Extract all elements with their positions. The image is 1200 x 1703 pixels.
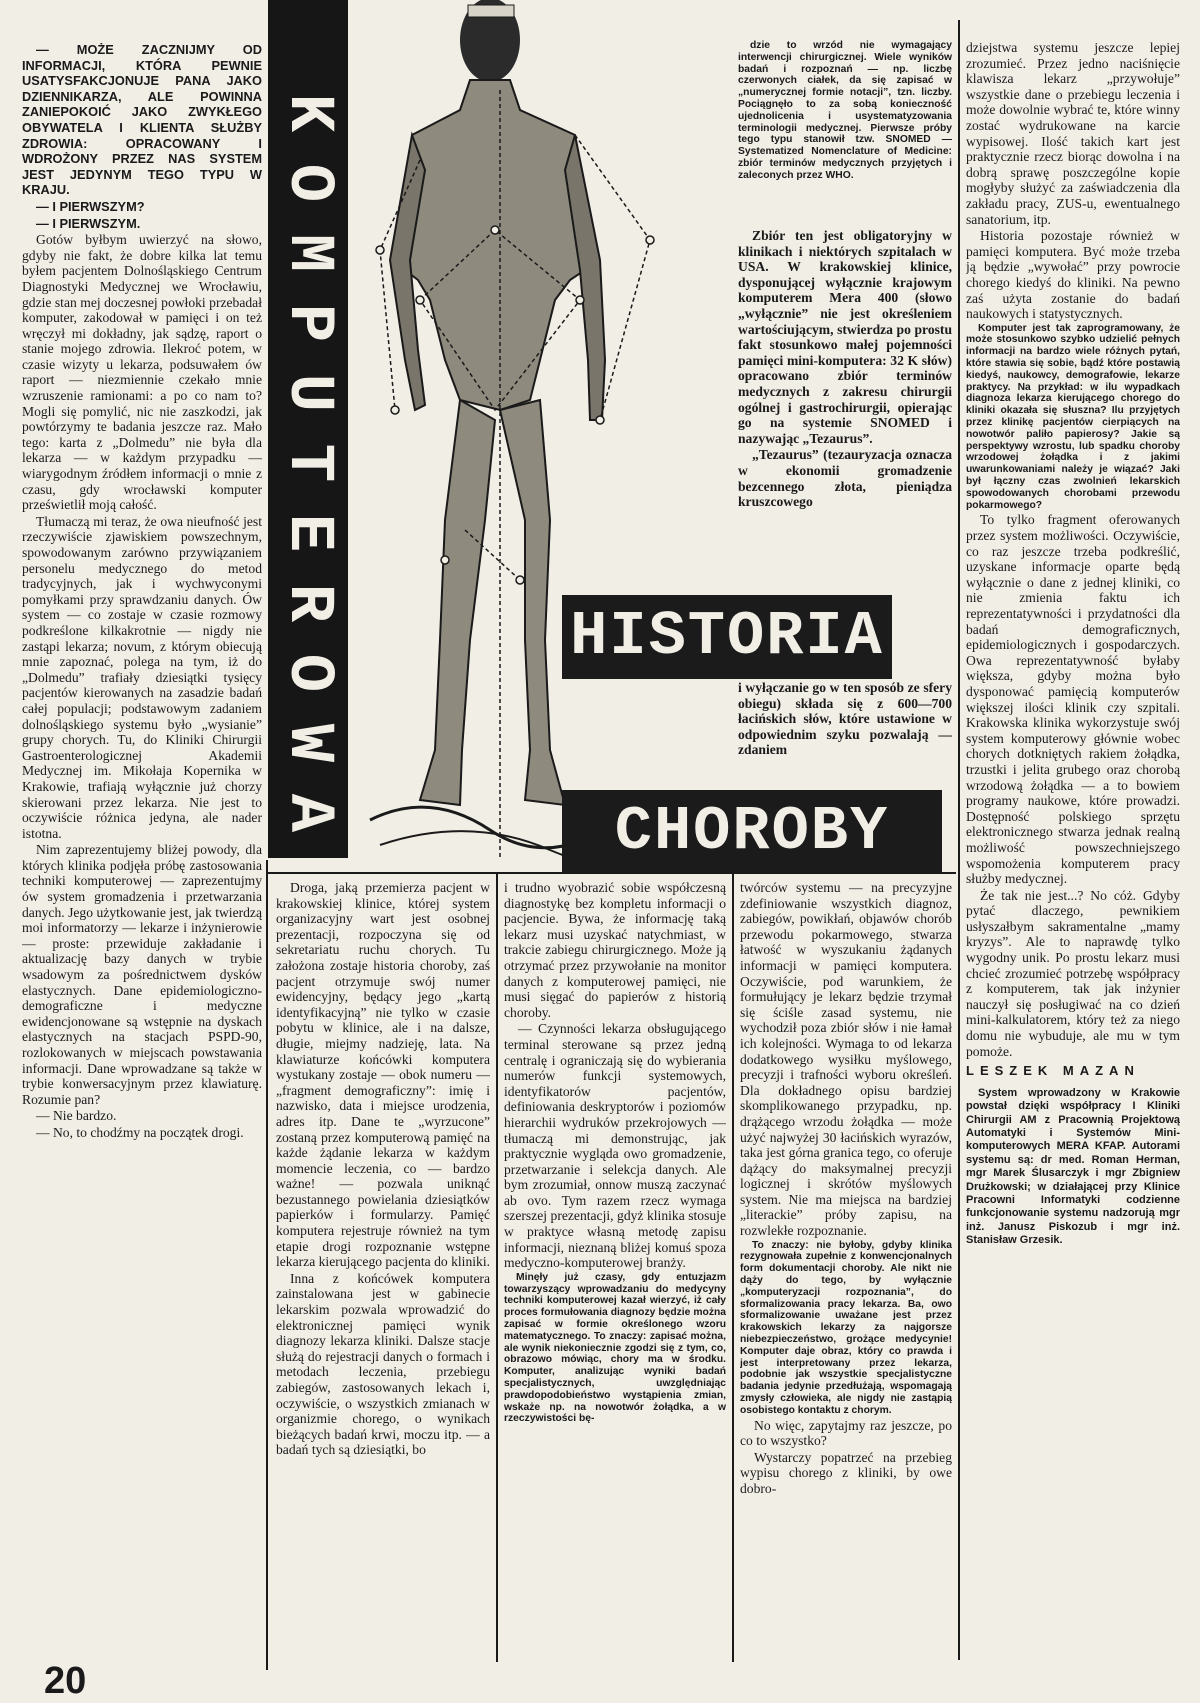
paragraph: Droga, jaką przemierza pacjent w krakowskiej klinice, której system organizacyjny wart jest osobnej prezentacji, rozpoczyna się od sekretariatu ruchu chorych. Tu założona zostaje historia choroby, zaś pacjent otrzymuje swój numer ewidencyjny, będący jego „kartą identyfikacyjną” nie tylko w czasie pobytu w klinice, ale i na dalsze, długie, miejmy nadzieję, lata. Na klawiaturze końcówki komputera wystukany zostaje — obok numeru — „fragment demograficzny”: imię i nazwisko, data i miejsce urodzenia, adres itp. Dane te „wyrzucone” zostaną przez komputerową pamięć na każde żądanie lekarza w każdym momencie leczenia, co — bardzo ważne! — pozwala uniknąć bezustannego powielania dziesiątków papierków i formularzy. Pamięć komputera rejestruje również na tym etapie drogi rozpoznanie wstępne lekarza kierującego pacjenta do kliniki. bbox=[276, 880, 490, 1270]
paragraph: i wyłączanie go w ten sposób ze sfery obiegu) składa się z 600—700 łacińskich słów, które ustawione w odpowiednim szyku pozwalają — zdaniem bbox=[738, 680, 952, 758]
vertical-title-letter: E bbox=[272, 513, 344, 553]
vertical-title-letter: O bbox=[272, 653, 344, 693]
column-divider bbox=[958, 20, 960, 1660]
column-1 bbox=[22, 42, 262, 1652]
vertical-title-letter: R bbox=[272, 583, 344, 623]
dialogue-line: — I PIERWSZYM. bbox=[36, 215, 141, 231]
vertical-title-letter: U bbox=[272, 373, 344, 413]
paragraph: No więc, zapytajmy raz jeszcze, po co to wszystko? bbox=[740, 1417, 952, 1449]
column-divider bbox=[496, 872, 498, 1662]
paragraph: — Czynności lekarza obsługującego terminal sterowane są przez jedną centralę i ograniczają się do wybierania numerów funkcji systemowych, identyfikatorów pacjentów, definiowania deskryptorów i poziomów hierarchii wydruków przekrojowych — tłumaczą mi demonstrując, jak praktycznie wygląda owo gromadzenie, przetwarzanie i selekcja danych. Ale bym zrozumiał, onnow muszą zaczynać ab ovo. Tym razem rzecz wymaga szerszej prezentacji, gdyż klinika stosuje w praktyce własną metodę zapisu informacji, nieznaną bliżej komuś spoza medyczno-komputerowej branży. bbox=[504, 1021, 726, 1271]
vertical-title-letter: A bbox=[272, 793, 344, 833]
anatomical-figure-illustration bbox=[350, 0, 740, 860]
column-4-lower bbox=[740, 880, 952, 1660]
paragraph: Historia pozostaje również w pamięci komputera. Być może trzeba ją będzie „wywołać” przy powrocie chorego kiedyś do kliniki. Na pewno zaś użyta zostanie do badań naukowych i statystycznych. bbox=[966, 228, 1180, 322]
paragraph: dziejstwa systemu jeszcze lepiej zrozumieć. Przez jedno naciśnięcie klawisza lekarz „przywołuje” wszystkie dane o przebiegu leczenia i może dowolnie wybrać te, które winny zostać wydrukowane na karcie wypisowej. Ilość takich kart jest praktycznie rzecz biorąc dowolna i na dobrą sprawę poszczególne kopie mogłyby służyć za zaświadczenia dla zakładu pracy, ZUS-u, ewentualnego sanatorium, itp. bbox=[966, 40, 1180, 227]
title-word-historia: HISTORIA bbox=[562, 595, 892, 679]
column-2 bbox=[276, 880, 490, 1660]
column-4-top-small bbox=[738, 40, 952, 225]
paragraph: Wystarczy popatrzeć na przebieg wypisu chorego z kliniki, by owe dobro- bbox=[740, 1449, 952, 1496]
paragraph: Nim zaprezentujemy bliżej powody, dla których klinika podjęła próbę zastosowania techniki komputerowej — zaprezentujmy ów system gromadzenia i przetwarzania danych. Jego użytkowanie jest, jak twierdzą moi informatorzy — lekarze i inżynierowie — proste: przewiduje zakładanie i aktualizację bazy danych w trybie wsadowym za pośrednictwem dysków elastycznych. Dane epidemiologiczno-demograficzne i medyczne ewidencjonowane są wstępnie na dyskach elastycznych na stacjach PSPD-90, rozlokowanych w miejscach powstawania informacji. Dane wprowadzane są także w trybie konwersacyjnym przez klawiaturę. Rozumie pan? bbox=[22, 842, 262, 1107]
vertical-title-letter: P bbox=[272, 303, 344, 343]
page-number: 20 bbox=[44, 1660, 87, 1702]
paragraph: To tylko fragment oferowanych przez system możliwości. Oczywiście, co raz jeszcze trzeba podkreślić, uzyskane informacje oparte będą wyłącznie o dane z jednej kliniki, co nie zmienia faktu ich reprezentatywności i przydatności dla badań demograficznych, epidemiologicznych i gospodarczych. Owa reprezentatywność byłaby większa, gdyby można było dysponować pamięcią komputerów większej ilości klinik czy szpitali. Krakowska klinika wykorzystuje swój system komputerowy głównie wobec chorych dotkniętych rakiem żołądka, trzustki i jelita grubego oraz chorobą wrzodową żołądka — a to bowiem programy naukowe, które prowadzi. Dostępność polskiego sprzętu elektronicznego stwarza jednak realną możliwość powszechniejszego wspomożenia komputerem pracy służby medycznej. bbox=[966, 512, 1180, 887]
column-5 bbox=[966, 40, 1180, 1650]
paragraph: „Tezaurus” (tezauryzacja oznacza w ekonomii gromadzenie bezcennego złota, pieniądza kruszcowego bbox=[738, 447, 952, 510]
paragraph: Tłumaczą mi teraz, że owa nieufność jest rzeczywiście zjawiskiem powszechnym, spowodowanym zarówno przywiązaniem personelu medycznego do metod tradycyjnych, jak i wychwyconymi pomyłkami przy sprawdzaniu danych. Ów system — co zostaje w czasie rozmowy podkreślone kilkakrotnie — nigdy nie zastąpi lekarza; novum, z którym obiecują mnie zapoznać, polega na tym, iż do „Dolmedu” trafiały dziesiątki tysięcy pacjentów kierowanych na zasadzie badań całej populacji; podstawowym zadaniem dolnośląskiego systemu było „wysianie” grupy chorych. Tu, do Kliniki Chirurgii Gastroenterologicznej Akademii Medycznej im. Mikołaja Kopernika w Krakowie, trafiają wyłącznie już chorzy skierowani przez lekarza. Nie jest to oczywiście różnica jedyna, ale nader istotna. bbox=[22, 513, 262, 841]
dialogue-line: — Nie bardzo. bbox=[36, 1108, 117, 1124]
paragraph: Inna z końcówek komputera zainstalowana jest w gabinecie lekarskim pozwala wprowadzić do elektronicznej pamięci wynik diagnozy lekarza kliniki. Dalsze stacje służą do rejestracji danych o formach i metodach leczenia, przebiegu zabiegów, zastosowanych lekach i, oczywiście, o wszystkich zmianach w organizmie chorego, o wynikach bieżących badań krwi, moczu itp. — a badań tych są dziesiątki, bo bbox=[276, 1270, 490, 1458]
small-text-block: Minęły już czasy, gdy entuzjazm towarzyszący wprowadzaniu do medycyny techniki komputerowej kazał wierzyć, iż cały proces formułowania diagnozy będzie można zapisać w formie określonego wzoru matematycznego. To znaczy: zapisać można, ale wynik niekoniecznie zgodzi się z tym, co, obrazowo mówiąc, chory ma w środku. Komputer, analizując wyniki badań specjalistycznych, uwzględniając prawdopodobieństwo wystąpienia zmian, wskaże np. na nowotwór żołądka, a w rzeczywistości bę- bbox=[504, 1271, 726, 1425]
vertical-title-letter: O bbox=[272, 163, 344, 203]
credits-footnote: System wprowadzony w Krakowie powstał dzięki współpracy I Kliniki Chirurgii AM z Pracownią Projektową Automatyki i Systemów Mini-komputerowych MERA KFAP. Autorami systemu są: dr med. Roman Herman, mgr Marek Ślusarczyk i mgr Zbigniew Drużkowski; w działającej przy Klinice Pracowni Informatyki codzienne funkcjonowanie systemu nadzorują mgr inż. Janusz Piskozub i mgr inż. Stanisław Grzesik. bbox=[966, 1086, 1180, 1247]
section-divider bbox=[268, 872, 956, 874]
vertical-title-letter: M bbox=[272, 233, 344, 273]
title-word-choroby: CHOROBY bbox=[562, 790, 942, 874]
vertical-title-block bbox=[268, 0, 348, 858]
column-divider bbox=[732, 872, 734, 1662]
column-3 bbox=[504, 880, 726, 1660]
vertical-title-letter: T bbox=[272, 443, 344, 483]
paragraph: Gotów byłbym uwierzyć na słowo, gdyby nie fakt, że dobre kilka lat temu byłem pacjentem Dolnośląskiego Centrum Diagnostyki Medycznej we Wrocławiu, gdzie stan mej doczesnej powłoki przebadał komputer, zakodował w pamięci i on też wręczył mi dokładny, jak sądzę, raport o stanie mojego zdrowia. Ilekroć potem, w czasie wizyty u lekarza, podsuwałem ów raport — niezmiennie czekało mnie wzruszenie ramionami: a po co nam to? Mogli się pomylić, nic nie zaszkodzi, jak powtórzymy te badania jeszcze raz. Mało tego: karta z „Dolmedu” nie była dla lekarza — w każdym przypadku — wiarygodnym źródłem informacji o mnie z czasu, gdy wrocławski komputer prześwietlił moją całość. bbox=[22, 232, 262, 513]
column-4-upper bbox=[738, 228, 952, 592]
vertical-title bbox=[268, 78, 348, 848]
column-divider bbox=[266, 860, 268, 1670]
small-text-block: dzie to wrzód nie wymagający interwencji chirurgicznej. Wiele wyników badań i rozpoznań — np. liczbę czerwonych ciałek, da się zapisać w „numerycznej formie notacji”, tzn. liczby. Pociągnęło to za sobą konieczność ujednolicenia i usystematyzowania terminologii medycznej. Pierwsze próby tego typu stanowił tzw. SNOMED — Systematized Nomenclature of Medicine: zbiór terminów medycznych przyjętych i zaleconych przez WHO. bbox=[738, 40, 952, 181]
vertical-title-letter: W bbox=[272, 723, 344, 763]
intro-question: — MOŻE ZACZNIJMY OD INFORMACJI, KTÓRA PEWNIE USATYSFAKCJONUJE PANA JAKO DZIENNIKARZA, ALE POWINNA ZANIEPOKOIĆ JAKO ZWYKŁEGO OBYWATELA I KLIENTA SŁUŻBY ZDROWIA: OPRACOWANY I WDROŻONY PRZEZ NAS SYSTEM JEST JEDYNYM TEGO TYPU W KRAJU. bbox=[22, 42, 262, 198]
small-text-block: Komputer jest tak zaprogramowany, że może stosunkowo szybko udzielić pełnych informacji na bardzo wiele różnych pytań, które stawia się sobie, bądź które postawią kiedyś, naukowcy, demografowie, lekarze praktycy. Na przykład: w ilu wypadkach diagnoza lekarza kierującego chorego do kliniki okazała się słuszna? Ilu przyjętych przez klinikę pacjentów cierpiących na nowotwór paliło papierosy? Jakie są perspektywy wzrostu, lub spadku choroby wrzodowej żołądka i z jakimi uwarunkowaniami należy je wiązać? Jaki był łączny czas zwolnień lekarskich spowodowanych chorobami przewodu pokarmowego? bbox=[966, 322, 1180, 511]
paragraph: twórców systemu — na precyzyjne zdefiniowanie wszystkich diagnoz, zabiegów, powikłań, objawów chorób przewodu pokarmowego, stwarza łatwość w wyszukaniu żądanych informacji w pamięci komputera. Oczywiście, pod warunkiem, że formułujący je lekarz będzie trzymał się ściśle zasad systemu, nie wychodził poza zbiór słów i nie łamał ich kolejności. Wymaga to od lekarza dodatkowego wysiłku myślowego, precyzji i trafności wyboru określeń. Dla dokładnego opisu bardziej skomplikowanego przypadku, np. drążącego wrzodu żołądka — może użyć najwyżej 30 łacińskich wyrazów, taka jest górna granica tego, co oferuje dążący do maksymalnej precyzji logicznej i skrótów myślowych system. Nie ma miejsca na bardziej „literackie” próby zapisu, na rozwlekłe rozpoznanie. bbox=[740, 880, 952, 1239]
paragraph: Że tak nie jest...? No cóż. Gdyby pytać dlaczego, pewnikiem usłyszałbym sakramentalne „mamy kryzys”. Ale to naprawdę tylko wygodny unik. Po prostu lekarz musi chcieć zrozumieć potrzebę współpracy z komputerem, tak jak inżynier nauczył się posługiwać na co dzień mini-kalkulatorem, który też za niego domu nie wybuduje, ale mu w tym pomoże. bbox=[966, 887, 1180, 1059]
column-4-mid bbox=[738, 680, 952, 786]
author-byline: LESZEK MAZAN bbox=[966, 1063, 1140, 1079]
vertical-title-letter: K bbox=[272, 93, 344, 133]
paragraph: Zbiór ten jest obligatoryjny w klinikach i niektórych szpitalach w USA. W krakowskiej klinice, dysponującej wyłącznie krajowym komputerem Mera 400 (słowo „wyłącznie” nie jest określeniem wartościującym, stwierdza po prostu fakt stosunkowo małej pojemności pamięci mini-komputera: 32 K słów) opracowano zbiór terminów medycznych z zakresu chirurgii ogólnej i gastrochirurgii, opierając go na systemie SNOMED i nazywając „Tezaurus”. bbox=[738, 228, 952, 446]
dialogue-line: — No, to chodźmy na początek drogi. bbox=[36, 1124, 244, 1140]
dialogue-line: — I PIERWSZYM? bbox=[36, 198, 145, 214]
paragraph: i trudno wyobrazić sobie współczesną diagnostykę bez kompletu informacji o pacjencie. Bywa, że informację taką lekarz musi uzyskać natychmiast, w trakcie zabiegu chirurgicznego. Może ją otrzymać przez przywołanie na monitor danych z komputerowej pamięci, nie musi sięgać do papierów z historią choroby. bbox=[504, 880, 726, 1020]
small-text-block: To znaczy: nie byłoby, gdyby klinika rezygnowała zupełnie z konwencjonalnych form dokumentacji choroby. Ale nikt nie dąży do tego, by wyłącznie „komputeryzacji rozpoznania”, do sformalizowania pracy lekarza. Ba, owo sformalizowanie uważane jest przez krakowskich lekarzy za najgorsze niebezpieczeństwo, grożące medycynie! Komputer daje obraz, który co prawda i jest interpretowany przez lekarza, podobnie jak wszystkie specjalistyczne badania jedynie przedłużają, wspomagają zmysły człowieka, ale nigdy nie zastąpią osobistego kontaktu z chorym. bbox=[740, 1239, 952, 1416]
